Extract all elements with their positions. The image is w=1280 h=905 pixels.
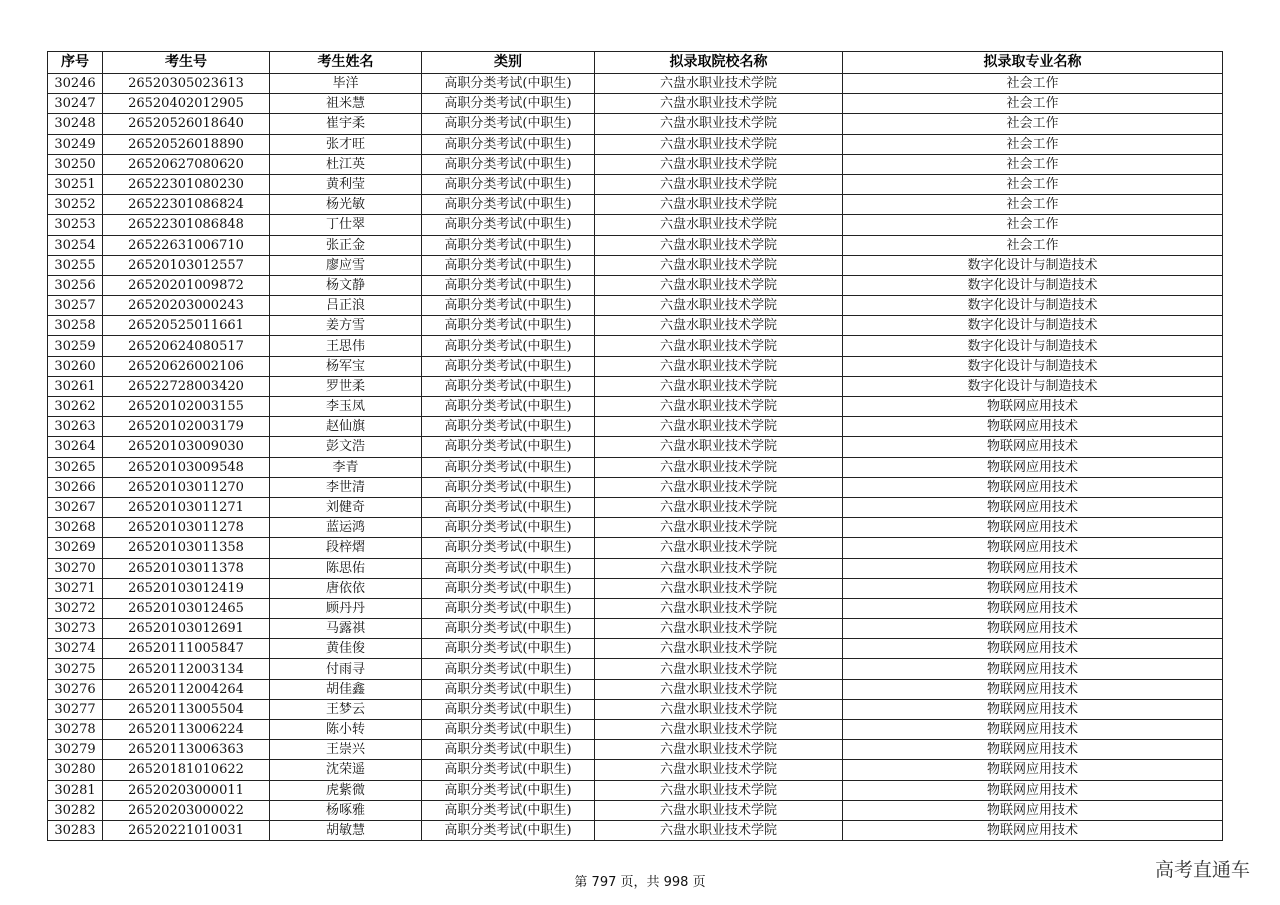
cell-major: 物联网应用技术 [843, 760, 1223, 780]
table-row [48, 538, 1223, 558]
cell-exam-id: 26520103012557 [103, 255, 270, 275]
cell-category: 高职分类考试(中职生) [422, 558, 595, 578]
table-row [48, 94, 1223, 114]
table-row [48, 195, 1223, 215]
cell-seq: 30274 [48, 639, 103, 659]
cell-school: 六盘水职业技术学院 [595, 598, 843, 618]
cell-seq: 30266 [48, 477, 103, 497]
cell-category: 高职分类考试(中职生) [422, 457, 595, 477]
cell-school: 六盘水职业技术学院 [595, 134, 843, 154]
cell-category: 高职分类考试(中职生) [422, 397, 595, 417]
cell-category: 高职分类考试(中职生) [422, 538, 595, 558]
cell-exam-id: 26520201009872 [103, 275, 270, 295]
cell-major: 社会工作 [843, 134, 1223, 154]
brand-watermark: 高考直通车 [1154, 859, 1250, 881]
cell-name: 段梓熠 [270, 538, 422, 558]
cell-school: 六盘水职业技术学院 [595, 255, 843, 275]
header-major: 拟录取专业名称 [843, 52, 1223, 74]
cell-seq: 30264 [48, 437, 103, 457]
cell-seq: 30248 [48, 114, 103, 134]
cell-school: 六盘水职业技术学院 [595, 679, 843, 699]
cell-exam-id: 26520103011270 [103, 477, 270, 497]
cell-name: 王思伟 [270, 336, 422, 356]
table-row [48, 740, 1223, 760]
table-row [48, 255, 1223, 275]
cell-seq: 30283 [48, 820, 103, 840]
header-school: 拟录取院校名称 [595, 52, 843, 74]
table-row [48, 800, 1223, 820]
cell-category: 高职分类考试(中职生) [422, 780, 595, 800]
cell-major: 物联网应用技术 [843, 639, 1223, 659]
cell-category: 高职分类考试(中职生) [422, 296, 595, 316]
header-exam-id: 考生号 [103, 52, 270, 74]
cell-name: 廖应雪 [270, 255, 422, 275]
cell-exam-id: 26520103009030 [103, 437, 270, 457]
cell-category: 高职分类考试(中职生) [422, 255, 595, 275]
cell-category: 高职分类考试(中职生) [422, 518, 595, 538]
cell-exam-id: 26520627080620 [103, 154, 270, 174]
cell-exam-id: 26520181010622 [103, 760, 270, 780]
cell-school: 六盘水职业技术学院 [595, 215, 843, 235]
cell-name: 虎紫微 [270, 780, 422, 800]
cell-exam-id: 26522728003420 [103, 376, 270, 396]
cell-school: 六盘水职业技术学院 [595, 275, 843, 295]
cell-school: 六盘水职业技术学院 [595, 397, 843, 417]
table-row [48, 235, 1223, 255]
cell-school: 六盘水职业技术学院 [595, 639, 843, 659]
cell-name: 毕洋 [270, 74, 422, 94]
table-row [48, 497, 1223, 517]
cell-name: 杨文静 [270, 275, 422, 295]
table-row [48, 699, 1223, 719]
table-row [48, 437, 1223, 457]
cell-seq: 30259 [48, 336, 103, 356]
cell-seq: 30258 [48, 316, 103, 336]
cell-major: 社会工作 [843, 114, 1223, 134]
cell-category: 高职分类考试(中职生) [422, 760, 595, 780]
cell-category: 高职分类考试(中职生) [422, 376, 595, 396]
cell-exam-id: 26520626002106 [103, 356, 270, 376]
cell-name: 祖米慧 [270, 94, 422, 114]
cell-major: 数字化设计与制造技术 [843, 336, 1223, 356]
cell-seq: 30268 [48, 518, 103, 538]
header-row [48, 52, 1223, 74]
cell-exam-id: 26520113006363 [103, 740, 270, 760]
cell-category: 高职分类考试(中职生) [422, 215, 595, 235]
table-row [48, 820, 1223, 840]
cell-seq: 30255 [48, 255, 103, 275]
cell-seq: 30270 [48, 558, 103, 578]
cell-seq: 30269 [48, 538, 103, 558]
table-row [48, 397, 1223, 417]
cell-name: 吕正浪 [270, 296, 422, 316]
table-row [48, 316, 1223, 336]
cell-school: 六盘水职业技术学院 [595, 114, 843, 134]
cell-category: 高职分类考试(中职生) [422, 598, 595, 618]
cell-name: 顾丹丹 [270, 598, 422, 618]
cell-school: 六盘水职业技术学院 [595, 760, 843, 780]
cell-exam-id: 26520102003155 [103, 397, 270, 417]
cell-category: 高职分类考试(中职生) [422, 679, 595, 699]
cell-name: 马露祺 [270, 619, 422, 639]
cell-major: 物联网应用技术 [843, 558, 1223, 578]
cell-name: 杜江英 [270, 154, 422, 174]
cell-seq: 30247 [48, 94, 103, 114]
cell-major: 社会工作 [843, 195, 1223, 215]
table-row [48, 417, 1223, 437]
cell-seq: 30256 [48, 275, 103, 295]
cell-major: 物联网应用技术 [843, 740, 1223, 760]
header-seq: 序号 [48, 52, 103, 74]
cell-exam-id: 26520113005504 [103, 699, 270, 719]
cell-school: 六盘水职业技术学院 [595, 538, 843, 558]
cell-major: 物联网应用技术 [843, 457, 1223, 477]
table-row [48, 477, 1223, 497]
cell-name: 刘健奇 [270, 497, 422, 517]
cell-category: 高职分类考试(中职生) [422, 417, 595, 437]
cell-name: 姜方雪 [270, 316, 422, 336]
cell-school: 六盘水职业技术学院 [595, 195, 843, 215]
cell-exam-id: 26520624080517 [103, 336, 270, 356]
cell-major: 物联网应用技术 [843, 497, 1223, 517]
cell-school: 六盘水职业技术学院 [595, 659, 843, 679]
cell-category: 高职分类考试(中职生) [422, 699, 595, 719]
cell-category: 高职分类考试(中职生) [422, 114, 595, 134]
header-category: 类别 [422, 52, 595, 74]
cell-exam-id: 26520526018890 [103, 134, 270, 154]
cell-category: 高职分类考试(中职生) [422, 720, 595, 740]
cell-major: 物联网应用技术 [843, 800, 1223, 820]
cell-seq: 30279 [48, 740, 103, 760]
cell-exam-id: 26520525011661 [103, 316, 270, 336]
cell-major: 数字化设计与制造技术 [843, 275, 1223, 295]
cell-name: 王崇兴 [270, 740, 422, 760]
table-row [48, 356, 1223, 376]
table-body [48, 74, 1223, 841]
cell-major: 社会工作 [843, 94, 1223, 114]
table-row [48, 659, 1223, 679]
cell-category: 高职分类考试(中职生) [422, 74, 595, 94]
cell-name: 沈荣遥 [270, 760, 422, 780]
cell-exam-id: 26522301086848 [103, 215, 270, 235]
cell-major: 物联网应用技术 [843, 780, 1223, 800]
table-row [48, 619, 1223, 639]
cell-category: 高职分类考试(中职生) [422, 94, 595, 114]
cell-name: 陈思佑 [270, 558, 422, 578]
table-row [48, 760, 1223, 780]
cell-exam-id: 26520103011271 [103, 497, 270, 517]
table-row [48, 558, 1223, 578]
cell-school: 六盘水职业技术学院 [595, 154, 843, 174]
cell-name: 陈小转 [270, 720, 422, 740]
cell-seq: 30277 [48, 699, 103, 719]
table-row [48, 296, 1223, 316]
header-name: 考生姓名 [270, 52, 422, 74]
cell-name: 杨光敏 [270, 195, 422, 215]
cell-exam-id: 26520103011278 [103, 518, 270, 538]
cell-seq: 30251 [48, 174, 103, 194]
cell-school: 六盘水职业技术学院 [595, 780, 843, 800]
cell-school: 六盘水职业技术学院 [595, 437, 843, 457]
cell-school: 六盘水职业技术学院 [595, 376, 843, 396]
cell-school: 六盘水职业技术学院 [595, 558, 843, 578]
page-number: 第 797 页，共 998 页 [574, 875, 706, 890]
cell-seq: 30254 [48, 235, 103, 255]
cell-category: 高职分类考试(中职生) [422, 154, 595, 174]
cell-exam-id: 26520103012419 [103, 578, 270, 598]
cell-major: 社会工作 [843, 215, 1223, 235]
cell-school: 六盘水职业技术学院 [595, 518, 843, 538]
cell-school: 六盘水职业技术学院 [595, 174, 843, 194]
cell-category: 高职分类考试(中职生) [422, 316, 595, 336]
cell-major: 物联网应用技术 [843, 578, 1223, 598]
cell-name: 赵仙旗 [270, 417, 422, 437]
cell-major: 物联网应用技术 [843, 619, 1223, 639]
cell-seq: 30278 [48, 720, 103, 740]
cell-major: 数字化设计与制造技术 [843, 316, 1223, 336]
cell-major: 数字化设计与制造技术 [843, 376, 1223, 396]
cell-major: 物联网应用技术 [843, 538, 1223, 558]
cell-major: 物联网应用技术 [843, 659, 1223, 679]
cell-name: 张才旺 [270, 134, 422, 154]
table-row [48, 780, 1223, 800]
cell-exam-id: 26520102003179 [103, 417, 270, 437]
table-row [48, 639, 1223, 659]
cell-category: 高职分类考试(中职生) [422, 740, 595, 760]
table-row [48, 518, 1223, 538]
cell-school: 六盘水职业技术学院 [595, 74, 843, 94]
cell-exam-id: 26520526018640 [103, 114, 270, 134]
cell-school: 六盘水职业技术学院 [595, 457, 843, 477]
table-row [48, 376, 1223, 396]
cell-school: 六盘水职业技术学院 [595, 296, 843, 316]
cell-category: 高职分类考试(中职生) [422, 659, 595, 679]
cell-seq: 30260 [48, 356, 103, 376]
cell-seq: 30281 [48, 780, 103, 800]
cell-seq: 30272 [48, 598, 103, 618]
cell-category: 高职分类考试(中职生) [422, 497, 595, 517]
cell-school: 六盘水职业技术学院 [595, 578, 843, 598]
cell-category: 高职分类考试(中职生) [422, 437, 595, 457]
cell-name: 杨军宝 [270, 356, 422, 376]
cell-exam-id: 26520112004264 [103, 679, 270, 699]
cell-exam-id: 26520402012905 [103, 94, 270, 114]
table-row [48, 275, 1223, 295]
cell-exam-id: 26520203000022 [103, 800, 270, 820]
cell-school: 六盘水职业技术学院 [595, 820, 843, 840]
cell-category: 高职分类考试(中职生) [422, 356, 595, 376]
cell-name: 王梦云 [270, 699, 422, 719]
cell-category: 高职分类考试(中职生) [422, 477, 595, 497]
table-row [48, 720, 1223, 740]
cell-school: 六盘水职业技术学院 [595, 417, 843, 437]
cell-category: 高职分类考试(中职生) [422, 174, 595, 194]
cell-name: 胡敏慧 [270, 820, 422, 840]
cell-major: 社会工作 [843, 154, 1223, 174]
cell-major: 物联网应用技术 [843, 477, 1223, 497]
cell-major: 物联网应用技术 [843, 699, 1223, 719]
cell-major: 数字化设计与制造技术 [843, 296, 1223, 316]
cell-name: 丁仕翠 [270, 215, 422, 235]
cell-seq: 30271 [48, 578, 103, 598]
cell-seq: 30263 [48, 417, 103, 437]
table-row [48, 457, 1223, 477]
cell-major: 物联网应用技术 [843, 437, 1223, 457]
cell-exam-id: 26520203000243 [103, 296, 270, 316]
cell-exam-id: 26520111005847 [103, 639, 270, 659]
cell-seq: 30250 [48, 154, 103, 174]
cell-name: 李玉凤 [270, 397, 422, 417]
cell-school: 六盘水职业技术学院 [595, 740, 843, 760]
cell-major: 物联网应用技术 [843, 397, 1223, 417]
cell-exam-id: 26522631006710 [103, 235, 270, 255]
cell-major: 数字化设计与制造技术 [843, 255, 1223, 275]
cell-exam-id: 26520112003134 [103, 659, 270, 679]
table-row [48, 174, 1223, 194]
cell-name: 张正金 [270, 235, 422, 255]
cell-exam-id: 26520103012465 [103, 598, 270, 618]
cell-school: 六盘水职业技术学院 [595, 356, 843, 376]
cell-category: 高职分类考试(中职生) [422, 336, 595, 356]
cell-seq: 30276 [48, 679, 103, 699]
cell-name: 黄佳俊 [270, 639, 422, 659]
cell-category: 高职分类考试(中职生) [422, 275, 595, 295]
table-row [48, 154, 1223, 174]
cell-category: 高职分类考试(中职生) [422, 820, 595, 840]
cell-school: 六盘水职业技术学院 [595, 800, 843, 820]
cell-name: 杨啄雅 [270, 800, 422, 820]
table-row [48, 578, 1223, 598]
cell-exam-id: 26520103009548 [103, 457, 270, 477]
cell-name: 彭文浩 [270, 437, 422, 457]
cell-category: 高职分类考试(中职生) [422, 578, 595, 598]
cell-exam-id: 26520113006224 [103, 720, 270, 740]
cell-exam-id: 26520203000011 [103, 780, 270, 800]
cell-seq: 30246 [48, 74, 103, 94]
cell-seq: 30267 [48, 497, 103, 517]
admission-table [47, 51, 1223, 841]
cell-name: 蓝运鸿 [270, 518, 422, 538]
cell-exam-id: 26520103012691 [103, 619, 270, 639]
table-header [48, 52, 1223, 74]
cell-exam-id: 26522301086824 [103, 195, 270, 215]
cell-major: 社会工作 [843, 74, 1223, 94]
table-row [48, 114, 1223, 134]
cell-name: 罗世柔 [270, 376, 422, 396]
cell-category: 高职分类考试(中职生) [422, 134, 595, 154]
cell-major: 物联网应用技术 [843, 720, 1223, 740]
cell-exam-id: 26520305023613 [103, 74, 270, 94]
cell-category: 高职分类考试(中职生) [422, 235, 595, 255]
cell-major: 物联网应用技术 [843, 598, 1223, 618]
cell-school: 六盘水职业技术学院 [595, 497, 843, 517]
cell-major: 物联网应用技术 [843, 679, 1223, 699]
cell-name: 唐依依 [270, 578, 422, 598]
cell-school: 六盘水职业技术学院 [595, 477, 843, 497]
cell-major: 物联网应用技术 [843, 417, 1223, 437]
cell-name: 黄利莹 [270, 174, 422, 194]
table-row [48, 74, 1223, 94]
cell-school: 六盘水职业技术学院 [595, 316, 843, 336]
table-row [48, 598, 1223, 618]
cell-major: 物联网应用技术 [843, 518, 1223, 538]
cell-school: 六盘水职业技术学院 [595, 235, 843, 255]
cell-major: 社会工作 [843, 174, 1223, 194]
cell-seq: 30257 [48, 296, 103, 316]
cell-name: 李青 [270, 457, 422, 477]
cell-seq: 30253 [48, 215, 103, 235]
table-row [48, 134, 1223, 154]
cell-school: 六盘水职业技术学院 [595, 336, 843, 356]
cell-seq: 30280 [48, 760, 103, 780]
cell-category: 高职分类考试(中职生) [422, 619, 595, 639]
cell-seq: 30282 [48, 800, 103, 820]
cell-name: 付雨寻 [270, 659, 422, 679]
cell-school: 六盘水职业技术学院 [595, 699, 843, 719]
cell-major: 数字化设计与制造技术 [843, 356, 1223, 376]
cell-name: 胡佳鑫 [270, 679, 422, 699]
cell-school: 六盘水职业技术学院 [595, 619, 843, 639]
cell-seq: 30249 [48, 134, 103, 154]
cell-name: 李世清 [270, 477, 422, 497]
cell-category: 高职分类考试(中职生) [422, 639, 595, 659]
cell-major: 社会工作 [843, 235, 1223, 255]
cell-seq: 30252 [48, 195, 103, 215]
cell-exam-id: 26520221010031 [103, 820, 270, 840]
cell-name: 崔宇柔 [270, 114, 422, 134]
cell-school: 六盘水职业技术学院 [595, 94, 843, 114]
table-row [48, 679, 1223, 699]
cell-category: 高职分类考试(中职生) [422, 195, 595, 215]
cell-category: 高职分类考试(中职生) [422, 800, 595, 820]
cell-exam-id: 26522301080230 [103, 174, 270, 194]
cell-seq: 30261 [48, 376, 103, 396]
cell-seq: 30275 [48, 659, 103, 679]
cell-seq: 30262 [48, 397, 103, 417]
table-row [48, 336, 1223, 356]
table-row [48, 215, 1223, 235]
cell-exam-id: 26520103011358 [103, 538, 270, 558]
cell-school: 六盘水职业技术学院 [595, 720, 843, 740]
cell-major: 物联网应用技术 [843, 820, 1223, 840]
cell-seq: 30273 [48, 619, 103, 639]
cell-seq: 30265 [48, 457, 103, 477]
cell-exam-id: 26520103011378 [103, 558, 270, 578]
